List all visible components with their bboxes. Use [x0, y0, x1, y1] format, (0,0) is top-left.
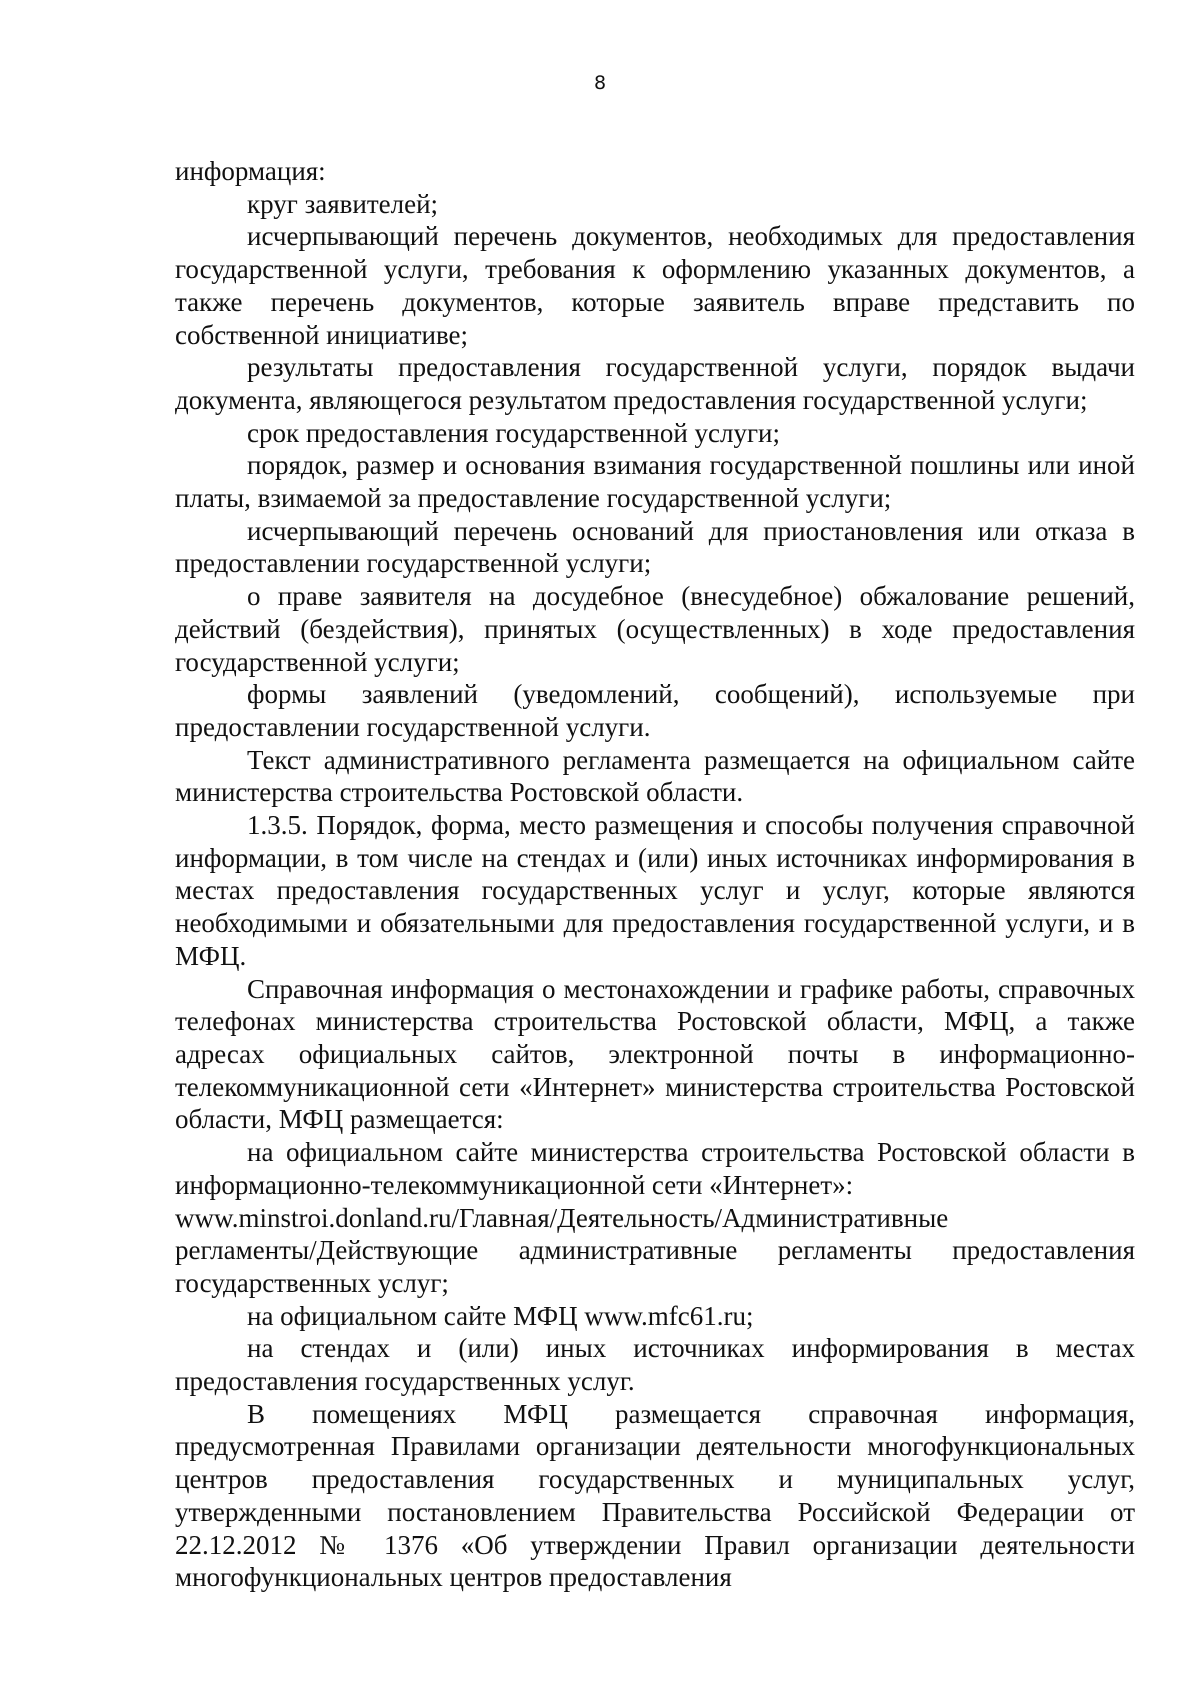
paragraph: Справочная информация о местонахождении и графике работы, справочных телефонах министерства строительства Ростовской области, МФЦ, а также адресах официальных сайтов, электронной почты в информационно-телекоммуникационной сети «Интернет» министерства строительства Ростовской области, МФЦ размещается:: [175, 973, 1135, 1135]
paragraph: срок предоставления государственной услуги;: [247, 417, 781, 448]
paragraph: В помещениях МФЦ размещается справочная информация, предусмотренная Правилами организации деятельности многофункциональных центров предоставления государственных и муниципальных услуг, утвержденными постановлением Правительства Российской Федерации от 22.12.2012 № 1376 «Об утверждении Правил организации деятельности многофункциональных центров предоставления: [175, 1398, 1135, 1593]
paragraph: на стендах и (или) иных источниках информирования в местах предоставления государственных услуг.: [175, 1333, 1135, 1397]
paragraph: формы заявлений (уведомлений, сообщений), используемые при предоставлении государственной услуги.: [175, 679, 1135, 742]
paragraph: информация:: [175, 156, 326, 186]
paragraph: порядок, размер и основания взимания государственной пошлины или иной платы, взимаемой за предоставление государственной услуги;: [175, 450, 1135, 514]
paragraph: исчерпывающий перечень документов, необходимых для предоставления государственной услуги, требования к оформлению указанных документов, а также перечень документов, которые заявитель вправе представить по собственной инициативе;: [175, 221, 1135, 350]
paragraph: круг заявителей;: [247, 188, 439, 219]
paragraph: исчерпывающий перечень оснований для приостановления или отказа в предоставлении государственной услуги;: [175, 515, 1135, 579]
paragraph: регламенты/Действующие административные регламенты предоставления государственных услуг;: [175, 1235, 1135, 1298]
section-paragraph-1-3-5: 1.3.5. Порядок, форма, место размещения и способы получения справочной информации, в том числе на стендах и (или) иных источниках информирования в местах предоставления государственных услуг и услуг, которые являются необходимыми и обязательными для предоставления государственной услуги, и в МФЦ.: [175, 810, 1135, 971]
paragraph: на официальном сайте МФЦ www.mfc61.ru;: [247, 1300, 754, 1331]
url-line: www.minstroi.donland.ru/Главная/Деятельность/Административные: [175, 1202, 949, 1233]
paragraph: результаты предоставления государственной услуги, порядок выдачи документа, являющегося результатом предоставления государственной услуги;: [175, 352, 1135, 415]
paragraph: о праве заявителя на досудебное (внесудебное) обжалование решений, действий (бездействия), принятых (осуществленных) в ходе предоставления государственной услуги;: [175, 581, 1135, 677]
page-number: 8: [593, 72, 607, 94]
document-body: [175, 155, 1135, 1594]
paragraph: Текст административного регламента размещается на официальном сайте министерства строительства Ростовской области.: [175, 744, 1135, 808]
paragraph: на официальном сайте министерства строительства Ростовской области в информационно-телекоммуникационной сети «Интернет»:: [175, 1137, 1135, 1200]
